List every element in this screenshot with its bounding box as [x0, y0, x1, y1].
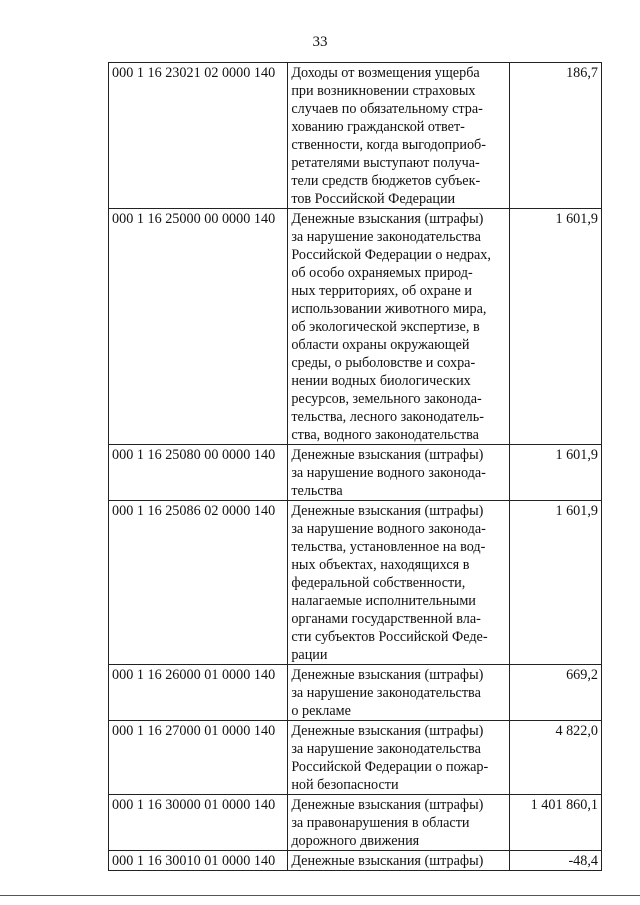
revenue-name-line: ства, водного законодательства: [291, 427, 479, 443]
amount-cell: 1 601,9: [510, 209, 602, 445]
revenue-name-line: налагаемые исполнительными: [291, 593, 476, 609]
amount-cell: -48,4: [510, 851, 602, 871]
revenue-name-cell: [288, 63, 510, 209]
page-bottom-rule: [0, 895, 640, 896]
classification-code-cell: 000 1 16 25000 00 0000 140: [109, 209, 288, 445]
classification-code-cell: 000 1 16 25086 02 0000 140: [109, 501, 288, 665]
table-row: [109, 665, 602, 721]
revenue-name-line: тов Российской Федерации: [291, 191, 456, 207]
revenue-name-line: об особо охраняемых природ-: [291, 265, 473, 281]
revenue-name-line: Денежные взыскания (штрафы): [291, 503, 484, 519]
revenue-name-line: федеральной собственности,: [291, 575, 466, 591]
revenue-name-line: Денежные взыскания (штрафы): [291, 667, 484, 683]
revenue-name-line: использовании животного мира,: [291, 301, 487, 317]
revenue-name-line: ресурсов, земельного законода-: [291, 391, 482, 407]
revenue-name-line: хованию гражданской ответ-: [291, 119, 465, 135]
classification-code-cell: 000 1 16 26000 01 0000 140: [109, 665, 288, 721]
revenue-name-line: ных территориях, об охране и: [291, 283, 472, 299]
amount-cell: 1 601,9: [510, 501, 602, 665]
classification-code-cell: 000 1 16 30010 01 0000 140: [109, 851, 288, 871]
table-row: [109, 209, 602, 445]
revenue-name-line: тельства, лесного законодатель-: [291, 409, 484, 425]
revenue-name-cell: [288, 445, 510, 501]
table-row: [109, 721, 602, 795]
amount-cell: 1 401 860,1: [510, 795, 602, 851]
revenue-name-line: ной безопасности: [291, 777, 399, 793]
revenue-name-line: Российской Федерации о пожар-: [291, 759, 489, 775]
table-body: [109, 63, 602, 871]
revenue-name-line: Российской Федерации о недрах,: [291, 247, 491, 263]
revenue-name-line: рации: [291, 647, 328, 663]
revenue-name-cell: [288, 851, 510, 871]
revenue-name-line: области охраны окружающей: [291, 337, 470, 353]
revenue-name-line: Денежные взыскания (штрафы): [291, 797, 484, 813]
revenue-name-line: дорожного движения: [291, 833, 420, 849]
budget-revenue-table: [108, 62, 602, 871]
classification-code-cell: 000 1 16 25080 00 0000 140: [109, 445, 288, 501]
revenue-name-line: тели средств бюджетов субъек-: [291, 173, 481, 189]
amount-cell: 4 822,0: [510, 721, 602, 795]
amount-cell: 186,7: [510, 63, 602, 209]
revenue-name-cell: [288, 501, 510, 665]
revenue-name-line: ретателями выступают получа-: [291, 155, 480, 171]
revenue-name-line: нении водных биологических: [291, 373, 471, 389]
revenue-name-line: Денежные взыскания (штрафы): [291, 853, 484, 869]
revenue-name-line: тельства: [291, 483, 343, 499]
revenue-name-line: Денежные взыскания (штрафы): [291, 723, 484, 739]
revenue-name-line: ственности, когда выгодоприоб-: [291, 137, 487, 153]
revenue-name-cell: [288, 795, 510, 851]
revenue-name-cell: [288, 209, 510, 445]
revenue-name-cell: [288, 721, 510, 795]
table-row: [109, 501, 602, 665]
revenue-name-line: за нарушение законодательства: [291, 741, 481, 757]
revenue-name-line: об экологической экспертизе, в: [291, 319, 480, 335]
revenue-name-line: Доходы от возмещения ущерба: [291, 65, 480, 81]
revenue-name-line: тельства, установленное на вод-: [291, 539, 486, 555]
revenue-name-line: среды, о рыболовстве и сохра-: [291, 355, 476, 371]
revenue-name-line: случаев по обязательному стра-: [291, 101, 483, 117]
table-row: [109, 851, 602, 871]
revenue-name-line: Денежные взыскания (штрафы): [291, 447, 484, 463]
classification-code-cell: 000 1 16 30000 01 0000 140: [109, 795, 288, 851]
revenue-name-line: сти субъектов Российской Феде-: [291, 629, 488, 645]
revenue-name-line: за нарушение водного законода-: [291, 521, 486, 537]
revenue-name-line: при возникновении страховых: [291, 83, 476, 99]
revenue-name-line: ных объектах, находящихся в: [291, 557, 470, 573]
revenue-name-cell: [288, 665, 510, 721]
revenue-name-line: за нарушение законодательства: [291, 685, 481, 701]
revenue-name-line: о рекламе: [291, 703, 351, 719]
revenue-name-line: за правонарушения в области: [291, 815, 470, 831]
revenue-name-line: за нарушение законодательства: [291, 229, 481, 245]
amount-cell: 669,2: [510, 665, 602, 721]
classification-code-cell: 000 1 16 23021 02 0000 140: [109, 63, 288, 209]
classification-code-cell: 000 1 16 27000 01 0000 140: [109, 721, 288, 795]
table-row: [109, 63, 602, 209]
revenue-name-line: Денежные взыскания (штрафы): [291, 211, 484, 227]
table-row: [109, 795, 602, 851]
revenue-name-line: за нарушение водного законода-: [291, 465, 486, 481]
page-number: 33: [312, 34, 328, 50]
table-row: [109, 445, 602, 501]
amount-cell: 1 601,9: [510, 445, 602, 501]
revenue-name-line: органами государственной вла-: [291, 611, 481, 627]
